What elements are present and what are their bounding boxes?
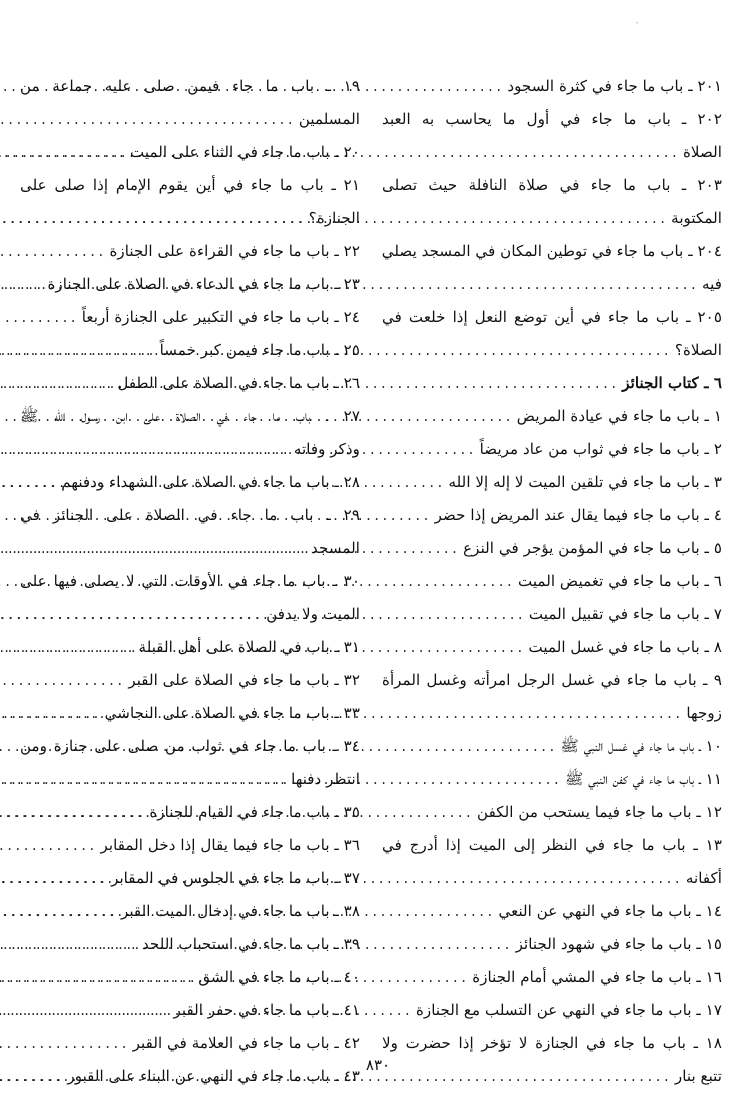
toc-entry-title: ٢٧ ـ باب ما جاء في الصلاة على ابن رسول الله ﷺ [20,407,360,425]
dot-leader [0,533,311,566]
toc-entry-line [382,136,722,169]
toc-entry-title: زوجها [686,704,722,722]
toc-entry-title: ٤٠ ـ باب ما جاء في الشق [198,968,360,986]
toc-entry-title: وذكر وفاته [293,440,360,458]
toc-entry-title: ٣٦ ـ باب ما جاء فيما يقال إذا دخل المقابر [100,836,360,854]
toc-entry-title: المسلمين [298,110,360,128]
toc-entry-title: ٦ ـ كتاب الجنائز [622,374,722,392]
toc-entry-title: ١٩ ـ باب ما جاء فيمن صلى عليه جماعة من [20,77,360,95]
toc-entry-line [20,532,360,565]
toc-entry-line [382,499,722,532]
toc-entry-title: المسجد [311,539,360,557]
toc-entry-title: ١٦ ـ باب ما جاء في المشي أمام الجنازة [472,968,722,986]
toc-entry-title: ٢٠٣ ـ باب ما جاء في صلاة النافلة حيث تصلى [382,176,722,194]
toc-entry-title: ٤٢ ـ باب ما جاء في العلامة في القبر [132,1034,360,1052]
toc-entry-title: ٣٩ ـ باب ما جاء في استحباب اللحد [141,935,360,953]
toc-entry-line [20,433,360,466]
toc-entry-line [382,268,722,301]
toc-entry-line [20,697,360,730]
toc-entry-title: ٢٣ ـ باب ما جاء في الدعاء في الصلاة على الجنازة [47,275,360,293]
dot-leader [0,203,309,236]
toc-entry-line [382,664,722,697]
toc-entry-title: ٣٠ ـ باب ما جاء في الأوقات التي لا يصلى فيها على [20,572,360,590]
toc-entry-line [20,136,360,169]
toc-entry-line [20,334,360,367]
toc-entry-line [20,928,360,961]
toc-entry-line [20,565,360,598]
toc-entry-line [382,70,722,103]
toc-entry-line [382,235,722,268]
toc-entry-line [20,730,360,763]
toc-entry-title: ٢٠٥ ـ باب ما جاء في أين توضع النعل إذا خلعت في [382,308,722,326]
toc-entry-line [382,103,722,136]
toc-entry-line [20,499,360,532]
toc-entry-title: ٣٧ ـ باب ما جاء في الجلوس في المقابر [111,869,360,887]
toc-entry-line [20,235,360,268]
toc-entry-line [382,961,722,994]
dot-leader [0,137,130,170]
toc-entry-title: ٢٠ ـ باب ما جاء في الثناء على الميت [129,143,360,161]
toc-column-right [382,70,722,1093]
toc-entry-line [20,994,360,1027]
toc-entry-title: ١٥ ـ باب ما جاء في شهود الجنائز [515,935,722,953]
toc-entry-line [20,796,360,829]
dot-leader [0,830,100,863]
dot-leader [0,896,121,929]
toc-entry-line [382,334,722,367]
dot-leader [0,632,139,665]
toc-entry-line [20,895,360,928]
toc-entry-line [20,961,360,994]
toc-entry-title: ٢٢ ـ باب ما جاء في القراءة على الجنازة [109,242,360,260]
toc-entry-title: تتبع بنار [674,1067,722,1085]
dot-leader [0,665,128,698]
toc-entry-title: الصلاة؟ [674,341,722,359]
toc-entry-title: ٦ ـ باب ما جاء في تغميض الميت [517,572,722,590]
toc-entry-title: ٢٤ ـ باب ما جاء في التكبير على الجنازة أربعاً [81,308,360,326]
toc-entry-title: ٤١ ـ باب ما جاء في حفر القبر [173,1001,360,1019]
toc-entry-title: ٣ ـ باب ما جاء في تلقين الميت لا إله إلا الله [448,473,722,491]
toc-entry-line [20,598,360,631]
toc-entry-line [382,895,722,928]
toc-entry-title: انتظر دفنها [291,770,360,788]
toc-entry-title: ٢٩ ـ باب ما جاء في الصلاة على الجنائز في [20,506,360,524]
toc-entry-line [20,367,360,400]
toc-entry-title: ٢٠١ ـ باب ما جاء في كثرة السجود [507,77,722,95]
toc-entry-line [382,631,722,664]
dot-leader [0,929,142,962]
dot-leader [0,335,160,368]
toc-entry-line [382,697,722,730]
toc-entry-title: ٣٢ ـ باب ما جاء في الصلاة على القبر [128,671,360,689]
toc-entry-title: ١٧ ـ باب ما جاء في النهي عن التسلب مع الجنازة [415,1001,722,1019]
toc-entry-line [20,70,360,103]
toc-entry-line [382,367,722,400]
toc-entry-line [20,202,360,235]
dot-leader [0,302,82,335]
toc-entry-title: ٣٨ ـ باب ما جاء في إدخال الميت القبر [120,902,360,920]
toc-entry-title: ٤٣ ـ باب ما جاء في النهي عن البناء على القبور [67,1067,360,1085]
dot-leader [0,599,266,632]
toc-entry-line [382,829,722,862]
toc-entry-title: ٩ ـ باب ما جاء في غسل الرجل امرأته وغسل المرأة [382,671,722,689]
toc-entry-title: ١٢ ـ باب ما جاء فيما يستحب من الكفن [477,803,722,821]
toc-entry-line [20,400,360,433]
toc-entry-line [20,664,360,697]
toc-entry-title: ٢٠٢ ـ باب ما جاء في أول ما يحاسب به العبد [382,110,722,128]
toc-entry-title: المكتوبة [671,209,722,227]
toc-entry-title: فيه [702,275,722,293]
toc-entry-title: ٢٦ ـ باب ما جاء في الصلاة على الطفل [117,374,360,392]
dot-leader [0,236,109,269]
toc-entry-line [20,169,360,202]
toc-entry-line [382,433,722,466]
dot-leader [0,368,117,401]
dot-leader [0,797,149,830]
toc-entry-line [382,301,722,334]
toc-entry-title: ٧ ـ باب ما جاء في تقبيل الميت [528,605,722,623]
toc-column-left [20,70,360,1093]
toc-entry-title: ٢٠٤ ـ باب ما جاء في توطين المكان في المسجد يصلي [381,242,722,260]
dot-leader [0,863,111,896]
toc-entry-title: ٨ ـ باب ما جاء في غسل الميت [528,638,722,656]
page-number: ٨٣٠ [365,1056,391,1074]
toc-entry-title: ٢١ ـ باب ما جاء في أين يقوم الإمام إذا صلى على [20,176,360,194]
dot-leader [0,698,105,731]
toc-entry-title: ٣١ ـ باب في الصلاة على أهل القبلة [138,638,360,656]
toc-entry-title: الجنازة؟ [308,209,360,227]
toc-entry-line [20,301,360,334]
toc-entry-line [20,862,360,895]
dot-leader [0,269,47,302]
dot-leader [0,995,173,1028]
toc-entry-line [382,202,722,235]
toc-entry-title: ٣٤ ـ باب ما جاء في ثواب من صلى على جنازة ومن [20,737,360,755]
dot-leader [0,962,198,995]
toc-entry-line [382,598,722,631]
toc-entry-line [382,796,722,829]
toc-entry-title: ١٠ ـ باب ما جاء في غسل النبي ﷺ [560,737,722,755]
dot-leader [0,467,61,500]
toc-entry-line [20,268,360,301]
toc-entry-line [382,994,722,1027]
dot-leader [0,104,299,137]
toc-entry-line [382,730,722,763]
toc-entry-title: الميت ولا يدفن [266,605,360,623]
toc-entry-title: ١ ـ باب ما جاء في عيادة المريض [516,407,722,425]
toc-entry-title: ١٣ ـ باب ما جاء في النظر إلى الميت إذا أدرج في [382,836,722,854]
toc-entry-line [20,103,360,136]
toc-entry-title: ٢ ـ باب ما جاء في ثواب من عاد مريضاً [479,440,722,458]
toc-entry-line [382,862,722,895]
toc-entry-title: أكفانه [685,869,722,887]
corner-mark: ٠ [635,18,640,27]
toc-entry-line [382,169,722,202]
toc-entry-line [382,400,722,433]
toc-entry-title: ٣٣ ـ باب ما جاء في الصلاة على النجاشي [104,704,360,722]
toc-entry-title: ٢٨ ـ باب ما جاء في الصلاة على الشهداء ودفنهم [61,473,360,491]
dot-leader [0,434,294,467]
toc-entry-title: ١٤ ـ باب ما جاء في النهي عن النعي [498,902,722,920]
toc-entry-line [382,466,722,499]
toc-entry-line [382,532,722,565]
toc-entry-title: ٤ ـ باب ما جاء فيما يقال عند المريض إذا حضر [434,506,722,524]
toc-entry-title: ٥ ـ باب ما جاء في المؤمن يؤجر في النزع [463,539,722,557]
toc-entry-title: ٢٥ ـ باب ما جاء فيمن كبر خمساً [159,341,360,359]
toc-entry-line [382,928,722,961]
toc-entry-line [382,565,722,598]
toc-entry-title: الصلاة [682,143,722,161]
toc-entry-title: ١١ ـ باب ما جاء في كفن النبي ﷺ [564,770,722,788]
toc-entry-title: ٣٥ ـ باب ما جاء في القيام للجنازة [149,803,360,821]
toc-entry-line [20,763,360,796]
toc-entry-line [20,631,360,664]
toc-entry-line [20,466,360,499]
dot-leader [0,764,291,797]
toc-entry-line [382,763,722,796]
toc-entry-title: ١٨ ـ باب ما جاء في الجنازة لا تؤخر إذا حضرت ولا [382,1034,722,1052]
toc-entry-line [20,829,360,862]
